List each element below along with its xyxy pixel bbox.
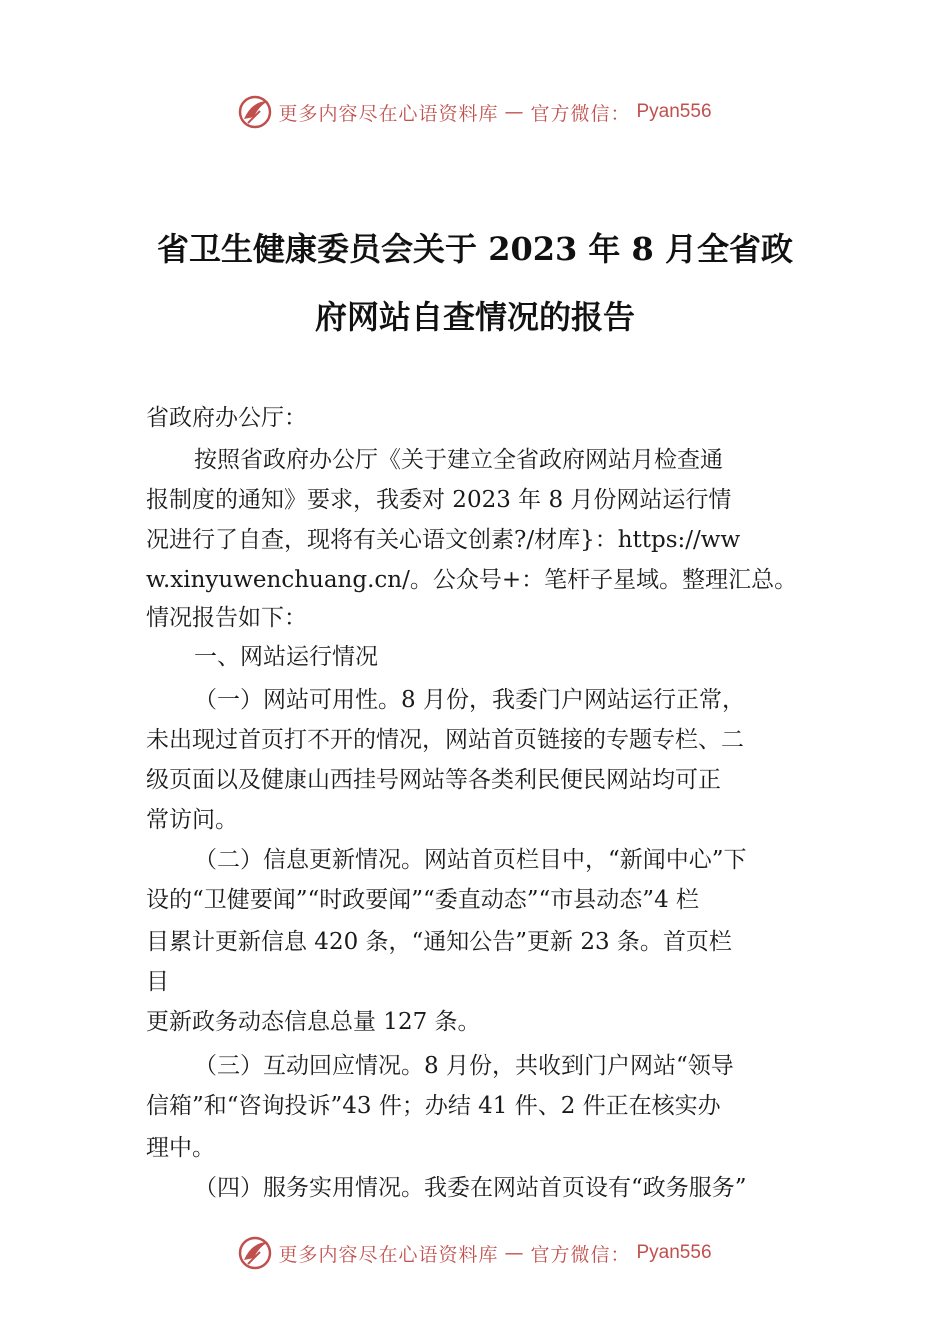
body-line: 报制度的通知》要求，我委对 2023 年 8 月份网站运行情 bbox=[146, 487, 732, 513]
body-line: 未出现过首页打不开的情况，网站首页链接的专题专栏、二 bbox=[146, 727, 744, 753]
body-line: 更新政务动态信息总量 127 条。 bbox=[146, 1009, 481, 1035]
body-line: （二）信息更新情况。网站首页栏目中，“新闻中心”下 bbox=[194, 847, 747, 873]
watermark-account: Pyan556 bbox=[636, 101, 712, 122]
document-title-line-2: 府网站自查情况的报告 bbox=[314, 298, 635, 336]
quill-logo-icon bbox=[238, 95, 272, 129]
body-line: 目累计更新信息 420 条，“通知公告”更新 23 条。首页栏 bbox=[146, 929, 732, 955]
watermark-text: 更多内容尽在心语资料库 bbox=[278, 102, 499, 125]
watermark-separator: — bbox=[504, 101, 525, 123]
body-line: （三）互动回应情况。8 月份，共收到门户网站“领导 bbox=[194, 1053, 734, 1079]
watermark-account: Pyan556 bbox=[636, 1242, 712, 1263]
salutation: 省政府办公厅： bbox=[146, 405, 307, 431]
body-line: w.xinyuwenchuang.cn/。公众号+：笔杆子星域。整理汇总。 bbox=[146, 567, 798, 593]
body-line: 理中。 bbox=[146, 1135, 215, 1161]
watermark-separator: — bbox=[504, 1242, 525, 1264]
document-title-line-1: 省卫生健康委员会关于 2023 年 8 月全省政 bbox=[157, 230, 793, 268]
body-line: 常访问。 bbox=[146, 807, 238, 833]
watermark-footer bbox=[0, 1236, 950, 1270]
body-line: 况进行了自查，现将有关心语文创素?/材库}：https://ww bbox=[146, 527, 741, 553]
body-line: 目 bbox=[146, 969, 169, 995]
watermark-label: 官方微信： bbox=[530, 102, 631, 125]
watermark-text: 更多内容尽在心语资料库 bbox=[278, 1243, 499, 1266]
body-line: （一）网站可用性。8 月份，我委门户网站运行正常， bbox=[194, 687, 745, 713]
body-line: （四）服务实用情况。我委在网站首页设有“政务服务” bbox=[194, 1175, 747, 1201]
watermark-label: 官方微信： bbox=[530, 1243, 631, 1266]
body-line: 级页面以及健康山西挂号网站等各类利民便民网站均可正 bbox=[146, 767, 721, 793]
watermark-header bbox=[0, 95, 950, 129]
body-line: 设的“卫健要闻”“时政要闻”“委直动态”“市县动态”4 栏 bbox=[146, 887, 700, 913]
section-heading: 一、网站运行情况 bbox=[194, 644, 378, 670]
body-line: 按照省政府办公厅《关于建立全省政府网站月检查通 bbox=[194, 447, 723, 473]
quill-logo-icon bbox=[238, 1236, 272, 1270]
body-line: 信箱”和“咨询投诉”43 件；办结 41 件、2 件正在核实办 bbox=[146, 1093, 721, 1119]
body-line: 情况报告如下： bbox=[146, 605, 307, 631]
